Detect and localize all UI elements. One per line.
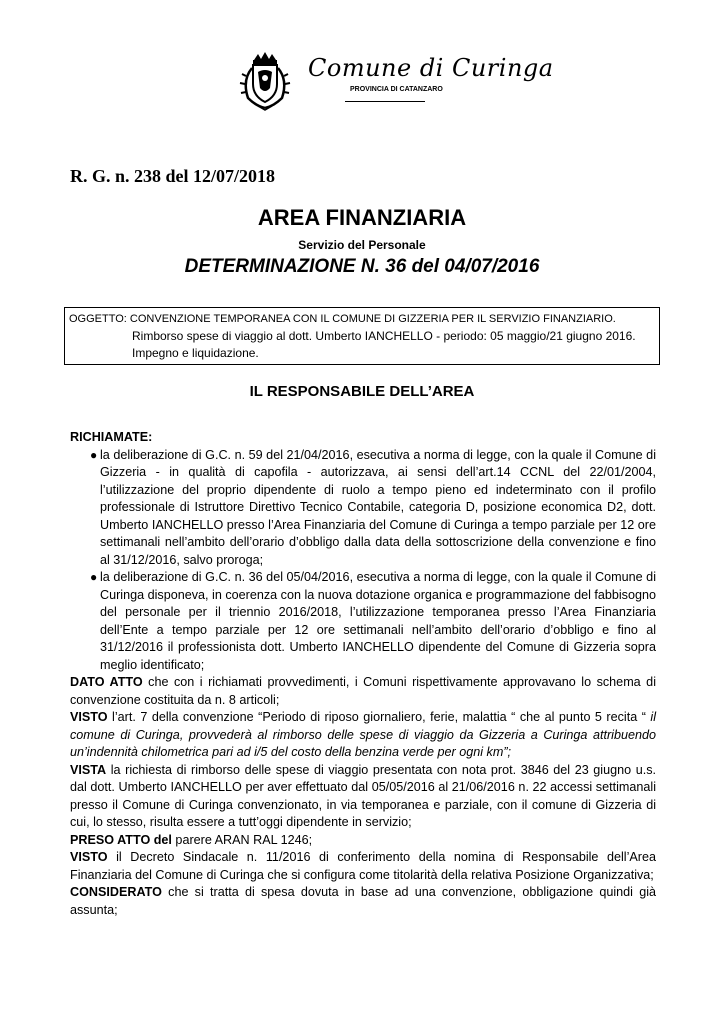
document-body	[70, 429, 656, 919]
municipality-name: Comune di Curinga	[308, 54, 554, 82]
visto-label: VISTO	[70, 710, 108, 724]
section-heading: IL RESPONSABILE DELL’AREA	[249, 383, 475, 400]
considerato-label: CONSIDERATO	[70, 885, 162, 899]
bullet-text: la deliberazione di G.C. n. 59 del 21/04/2016, esecutiva a norma di legge, con la quale il Comune di Gizzeria - in qualità di capofila - autorizzava, ai sensi dell’art.14 CCNL del 22/01/2004, l’utilizzazione del proprio dipendente di ruolo a tempo pieno ed indeterminato con il profilo professionale di Istruttore Direttivo Tecnico Contabile, categoria D, posizione economica D2, dott. Umberto IANCHELLO presso l’Area Finanziaria del Comune di Curinga a tempo parziale per 12 ore settimanali nell’ambito dell’orario d’obbligo dalla data della sottoscrizione della convenzione e fino al 31/12/2016, salvo proroga;	[100, 447, 656, 567]
paragraph-considerato	[70, 884, 656, 919]
subject-line-2: Rimborso spese di viaggio al dott. Umberto IANCHELLO - periodo: 05 maggio/21 giugno 2016. Impegno e liquidazione.	[132, 329, 636, 360]
list-item	[70, 447, 656, 570]
list-item	[70, 569, 656, 674]
visto-text: l’art. 7 della convenzione “Periodo di riposo giornaliero, ferie, malattia “ che al punto 5 recita “	[107, 710, 651, 724]
area-title: AREA FINANZIARIA	[257, 205, 467, 230]
header-divider	[345, 101, 425, 102]
service-name: Servizio del Personale	[298, 238, 426, 252]
preso-atto-label: PRESO ATTO del	[70, 832, 172, 847]
dato-atto-label: DATO ATTO	[70, 675, 143, 689]
richiamate-label: RICHIAMATE:	[70, 430, 153, 444]
paragraph-dato-atto	[70, 674, 656, 709]
bullet-icon: ●	[90, 447, 98, 462]
register-number: R. G. n. 238 del 12/07/2018	[70, 166, 276, 186]
bullet-text: la deliberazione di G.C. n. 36 del 05/04/2016, esecutiva a norma di legge, con la quale il Comune di Curinga disponeva, in coerenza con la nuova dotazione organica e programmazione del fabbisogno del personale per il triennio 2016/2018, l’utilizzazione temporanea presso l’Area Finanziaria dell’Ente a tempo parziale per 12 ore settimanali nell’ambito dell’orario d’obbligo e fino al 31/12/2016 il professionista dott. Umberto IANCHELLO dipendente del Comune di Gizzeria sopra meglio identificato;	[100, 570, 656, 672]
vista-text: la richiesta di rimborso delle spese di viaggio presentata con nota prot. 3846 del 23 giugno u.s. dal dott. Umberto IANCHELLO per aver effettuato dal 05/05/2016 al 21/06/2016 n. 22 accessi settimanali presso il Comune di Curinga convenzionato, in via temporanea e parziale, con il comune di Gizzeria di cui, lo stesso, risulta essere a tutt’oggi dipendente in servizio;	[70, 762, 656, 829]
dato-atto-text: che con i richiamati provvedimenti, i Comuni rispettivamente approvavano lo schema di convenzione costituita da n. 8 articoli;	[70, 675, 656, 707]
paragraph-visto-decreto	[70, 849, 656, 884]
bullet-icon: ●	[90, 570, 98, 584]
visto-quote: il comune di Curinga, provvederà al rimborso delle spese di viaggio da Gizzeria a Curinga attribuendo un’indennità chilometrica pari ad i/5 del costo della benzina verde per ogni km”;	[70, 710, 656, 759]
visto-decreto-text: il Decreto Sindacale n. 11/2016 di conferimento della nomina di Responsabile dell’Area Finanziaria del Comune di Curinga che si configura come titolarità della relativa Posizione Organizzativa;	[70, 850, 656, 882]
paragraph-visto-art7	[70, 709, 656, 762]
considerato-text: che si tratta di spesa dovuta in base ad una convenzione, obbligazione quindi già assunta;	[70, 885, 656, 917]
subject-line-1: OGGETTO: CONVENZIONE TEMPORANEA CON IL COMUNE DI GIZZERIA PER IL SERVIZIO FINANZIARIO.	[69, 313, 616, 325]
determination-title: DETERMINAZIONE N. 36 del 04/07/2016	[184, 256, 540, 277]
vista-label: VISTA	[70, 762, 107, 777]
province-name: PROVINCIA DI CATANZARO	[350, 86, 443, 93]
preso-atto-text: parere ARAN RAL 1246;	[171, 832, 313, 847]
municipal-crest-icon	[234, 50, 296, 112]
paragraph-vista	[70, 762, 656, 832]
subject-box	[64, 307, 660, 365]
paragraph-preso-atto	[70, 832, 656, 850]
visto-decreto-label: VISTO	[70, 850, 108, 864]
